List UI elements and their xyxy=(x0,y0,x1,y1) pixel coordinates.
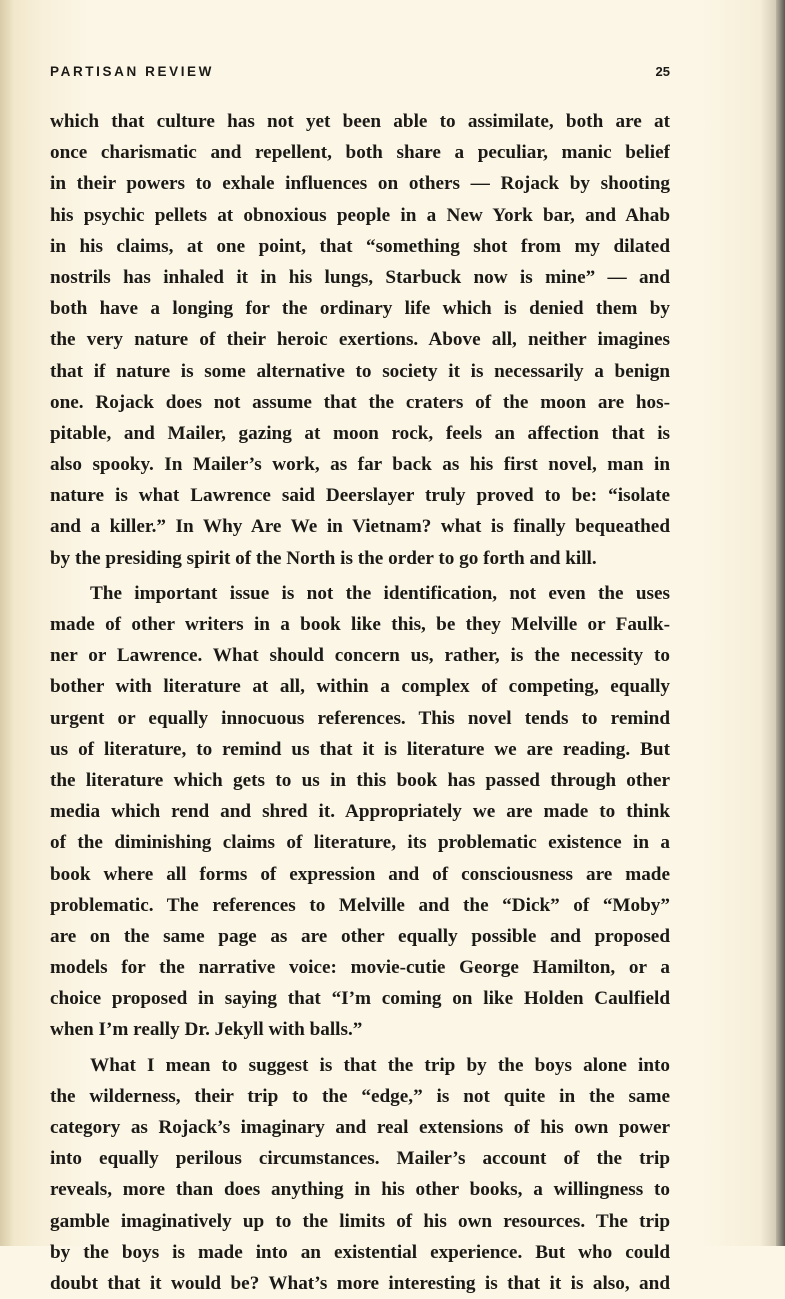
page-number: 25 xyxy=(655,64,670,79)
text-line: in their powers to exhale influences on others — Rojack by shooting xyxy=(50,173,670,195)
text-line: the literature which gets to us in this book has passed through other xyxy=(50,769,670,791)
text-line: by the boys is made into an existential experience. But who could xyxy=(50,1241,670,1263)
page-gutter-shadow xyxy=(0,0,14,1246)
text-line: category as Rojack’s imaginary and real extensions of his own power xyxy=(50,1117,670,1138)
text-line: reveals, more than does anything in his other books, a willingness to xyxy=(50,1179,670,1201)
text-line: problematic. The references to Melville and the “Dick” of “Moby” xyxy=(50,894,670,916)
text-line: of the diminishing claims of literature, its problematic existence in a xyxy=(50,832,670,854)
text-line: made of other writers in a book like this, be they Melville or Faulk- xyxy=(50,614,670,635)
text-line: one. Rojack does not assume that the craters of the moon are hos- xyxy=(50,391,670,413)
text-line: The important issue is not the identification, not even the uses xyxy=(90,582,670,604)
text-line: in his claims, at one point, that “something shot from my dilated xyxy=(50,235,670,257)
text-line: pitable, and Mailer, gazing at moon rock, feels an affection that is xyxy=(50,422,670,444)
text-line: once charismatic and repellent, both share a peculiar, manic belief xyxy=(50,142,670,164)
text-line: are on the same page as are other equally possible and proposed xyxy=(50,925,670,947)
text-line: book where all forms of expression and of consciousness are made xyxy=(50,863,670,885)
text-line: when I’m really Dr. Jekyll with balls.” xyxy=(50,1019,363,1041)
text-line: nostrils has inhaled it in his lungs, Starbuck now is mine” — and xyxy=(50,266,670,288)
journal-title: PARTISAN REVIEW xyxy=(50,64,215,79)
text-line: urgent or equally innocuous references. This novel tends to remind xyxy=(50,707,670,729)
text-line: us of literature, to remind us that it is literature we are reading. But xyxy=(50,738,670,760)
text-line: and a killer.” In Why Are We in Vietnam? what is finally bequeathed xyxy=(50,516,670,538)
paragraph-1 xyxy=(50,106,670,574)
text-line: ner or Lawrence. What should concern us, rather, is the necessity to xyxy=(50,645,670,667)
running-head xyxy=(50,64,670,84)
text-line: gamble imaginatively up to the limits of his own resources. The trip xyxy=(50,1210,670,1232)
text-line: doubt that it would be? What’s more interesting is that it is also, and xyxy=(50,1272,670,1294)
page-edge-shadow xyxy=(776,0,785,1246)
text-line: the very nature of their heroic exertions. Above all, neither imagines xyxy=(50,329,670,351)
body-text xyxy=(50,106,670,1299)
text-line: choice proposed in saying that “I’m coming on like Holden Caulfield xyxy=(50,988,670,1010)
text-line: both have a longing for the ordinary life which is denied them by xyxy=(50,298,670,320)
text-line: into equally perilous circumstances. Mailer’s account of the trip xyxy=(50,1148,670,1170)
text-line: also spooky. In Mailer’s work, as far back as his first novel, man in xyxy=(50,454,670,476)
text-line: his psychic pellets at obnoxious people in a New York bar, and Ahab xyxy=(50,204,670,226)
text-line: which that culture has not yet been able to assimilate, both are at xyxy=(50,111,670,132)
text-line: What I mean to suggest is that the trip by the boys alone into xyxy=(90,1054,670,1076)
paragraph-2 xyxy=(50,578,670,1046)
text-line: that if nature is some alternative to society it is necessarily a benign xyxy=(50,360,670,382)
text-line: models for the narrative voice: movie-cutie George Hamilton, or a xyxy=(50,957,670,979)
text-line: by the presiding spirit of the North is the order to go forth and kill. xyxy=(50,547,597,569)
text-line: nature is what Lawrence said Deerslayer truly proved to be: “isolate xyxy=(50,485,670,507)
text-line: the wilderness, their trip to the “edge,” is not quite in the same xyxy=(50,1085,670,1107)
paragraph-3 xyxy=(50,1050,670,1299)
text-line: bother with literature at all, within a complex of competing, equally xyxy=(50,676,670,698)
text-line: media which rend and shred it. Appropriately we are made to think xyxy=(50,801,670,823)
